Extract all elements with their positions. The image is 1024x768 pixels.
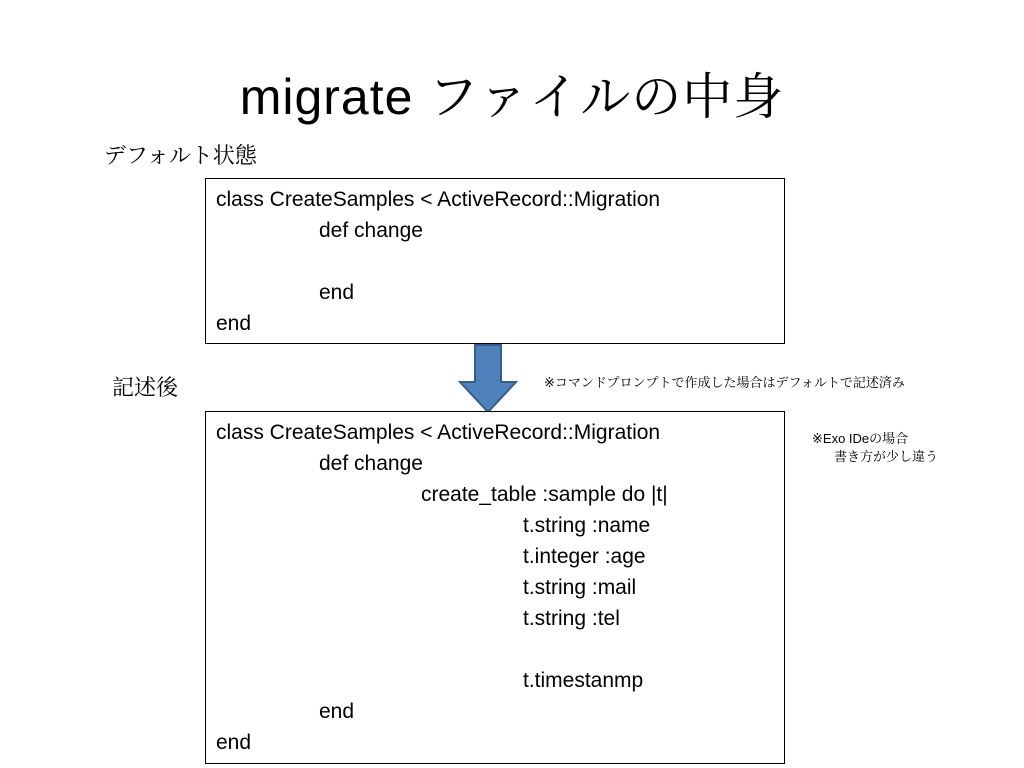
exo-ide-note-line1: ※Exo IDeの場合	[812, 431, 909, 446]
code-line-blank	[216, 246, 774, 277]
down-arrow-icon	[458, 344, 518, 414]
code-line-integer-age: t.integer :age	[523, 545, 646, 568]
default-state-label: デフォルト状態	[104, 143, 257, 168]
code-line-def: def change	[319, 219, 423, 242]
exo-ide-note-line2: 書き方が少し違う	[834, 449, 939, 464]
code-line-end-def: end	[319, 281, 355, 304]
code-line-def: def change	[319, 452, 423, 475]
exo-ide-note	[812, 430, 938, 466]
code-line-end-class: end	[216, 312, 252, 335]
code-line-end-def: end	[319, 700, 355, 723]
default-code-box	[205, 178, 785, 344]
code-line-end-class: end	[216, 731, 252, 754]
code-line-string-mail: t.string :mail	[523, 576, 637, 599]
code-line-timestamps: t.timestanmp	[523, 669, 644, 692]
after-state-label: 記述後	[112, 375, 179, 400]
code-line-string-tel: t.string :tel	[523, 607, 620, 630]
code-line-create-table: create_table :sample do |t|	[421, 483, 668, 506]
code-line-string-name: t.string :name	[523, 514, 651, 537]
slide-title: migrate ファイルの中身	[239, 69, 785, 125]
command-prompt-note: ※コマンドプロンプトで作成した場合はデフォルトで記述済み	[544, 375, 905, 390]
code-line-blank	[216, 634, 774, 665]
after-code-box	[205, 411, 785, 764]
code-line-class: class CreateSamples < ActiveRecord::Migration	[216, 188, 661, 211]
code-line-class: class CreateSamples < ActiveRecord::Migration	[216, 421, 661, 444]
